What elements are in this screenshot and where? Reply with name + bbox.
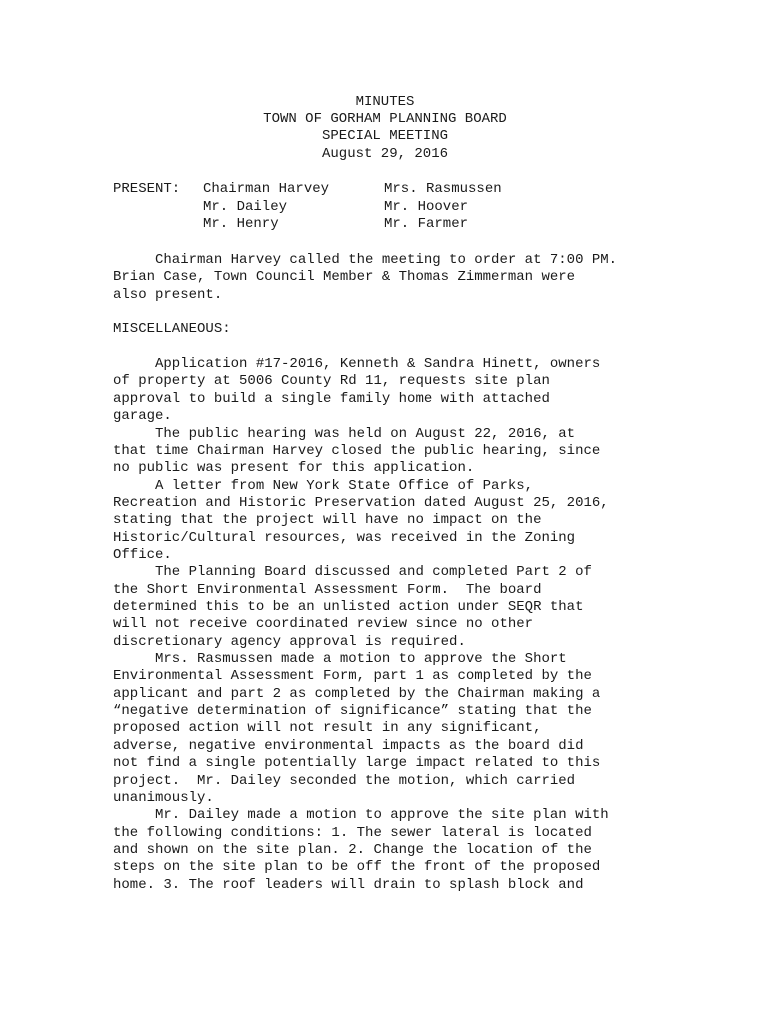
- body-line: garage.: [113, 408, 172, 424]
- body-line: approval to build a single family home with attached: [113, 391, 550, 407]
- body-line: no public was present for this application.: [113, 460, 475, 476]
- body-line: not find a single potentially large impact related to this: [113, 755, 601, 771]
- body-line: of property at 5006 County Rd 11, requests site plan: [113, 373, 550, 389]
- body-line: Office.: [113, 547, 172, 563]
- body-line: that time Chairman Harvey closed the public hearing, since: [113, 443, 601, 459]
- body-line: home. 3. The roof leaders will drain to splash block and: [113, 877, 584, 893]
- body-line: will not receive coordinated review since no other: [113, 616, 534, 632]
- body-line: Application #17-2016, Kenneth & Sandra Hinett, owners: [113, 356, 601, 372]
- body-line: the following conditions: 1. The sewer lateral is located: [113, 825, 592, 841]
- present-member: Mr. Henry: [203, 216, 279, 232]
- body-line: Environmental Assessment Form, part 1 as completed by the: [113, 668, 592, 684]
- body-line: proposed action will not result in any significant,: [113, 720, 542, 736]
- section-heading: MISCELLANEOUS:: [113, 321, 231, 337]
- body-line: discretionary agency approval is required.: [113, 634, 466, 650]
- body-line: and shown on the site plan. 2. Change the location of the: [113, 842, 592, 858]
- body-line: adverse, negative environmental impacts as the board did: [113, 738, 584, 754]
- doc-meeting-type: SPECIAL MEETING: [321, 128, 449, 144]
- doc-board-name: TOWN OF GORHAM PLANNING BOARD: [263, 111, 507, 127]
- body-line: Historic/Cultural resources, was received in the Zoning: [113, 530, 576, 546]
- doc-title: MINUTES: [355, 94, 415, 110]
- body-line: Brian Case, Town Council Member & Thomas Zimmerman were: [113, 269, 576, 285]
- present-label: PRESENT:: [113, 181, 181, 197]
- present-member: Mr. Dailey: [203, 199, 288, 215]
- body-line: project. Mr. Dailey seconded the motion, which carried: [113, 773, 576, 789]
- present-member: Mr. Hoover: [384, 199, 469, 215]
- body-line: Mrs. Rasmussen made a motion to approve the Short: [113, 651, 567, 667]
- body-line: Mr. Dailey made a motion to approve the site plan with: [113, 807, 609, 823]
- body-line: the Short Environmental Assessment Form. The board: [113, 582, 542, 598]
- present-member: Mrs. Rasmussen: [384, 181, 502, 197]
- body-line: determined this to be an unlisted action under SEQR that: [113, 599, 584, 615]
- doc-date: August 29, 2016: [321, 146, 449, 162]
- body-line: unanimously.: [113, 790, 214, 806]
- present-member: Chairman Harvey: [203, 181, 330, 197]
- present-member: Mr. Farmer: [384, 216, 469, 232]
- body-line: A letter from New York State Office of Parks,: [113, 478, 534, 494]
- body-line: applicant and part 2 as completed by the Chairman making a: [113, 686, 601, 702]
- body-line: steps on the site plan to be off the front of the proposed: [113, 859, 601, 875]
- body-line: The public hearing was held on August 22, 2016, at: [113, 426, 576, 442]
- body-line: Chairman Harvey called the meeting to order at 7:00 PM.: [113, 252, 618, 268]
- body-line: Recreation and Historic Preservation dated August 25, 2016,: [113, 495, 609, 511]
- body-line: “negative determination of significance” stating that the: [113, 703, 592, 719]
- body-line: also present.: [113, 287, 223, 303]
- body-line: stating that the project will have no impact on the: [113, 512, 542, 528]
- body-line: The Planning Board discussed and completed Part 2 of: [113, 564, 592, 580]
